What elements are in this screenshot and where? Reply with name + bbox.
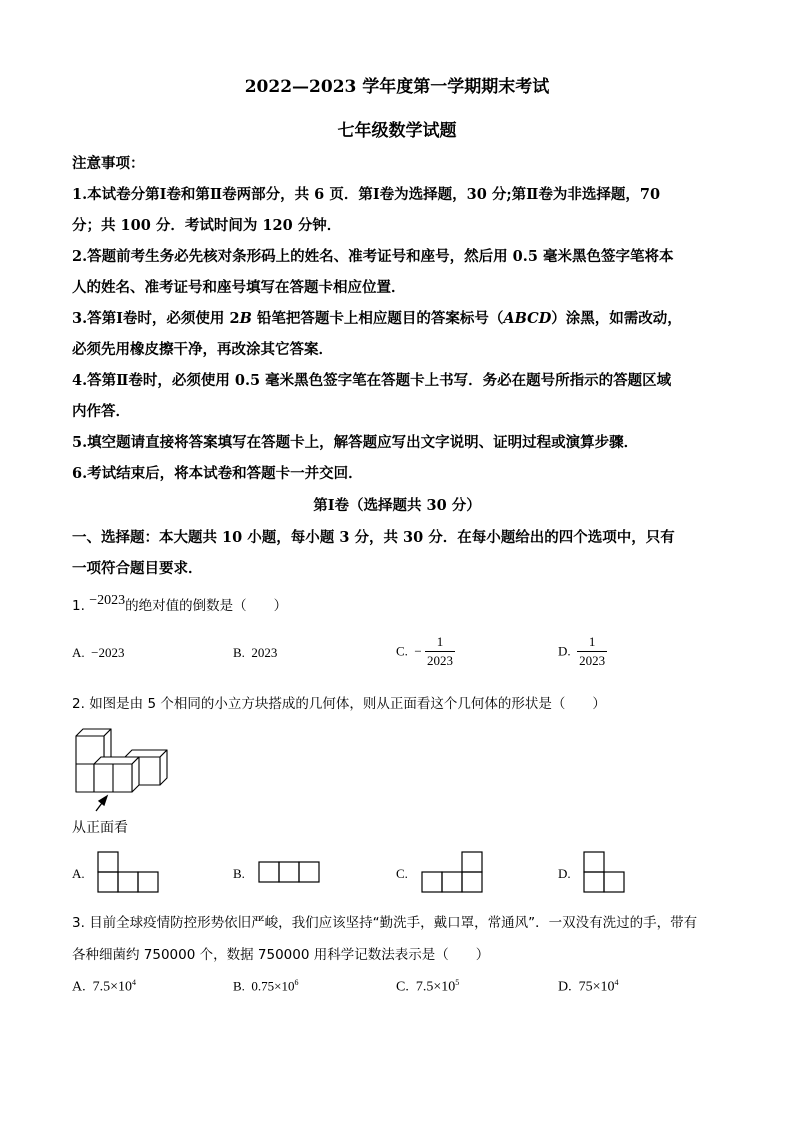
q3-c-base: 7.5×10 <box>415 979 456 995</box>
front-view-label: 从正面看 <box>72 820 128 836</box>
q1-c-denominator: 2023 <box>427 653 454 668</box>
q3-d-exp: 4 <box>614 978 619 987</box>
q3-option-b <box>233 978 299 994</box>
q1-d-numerator: 1 <box>588 634 596 649</box>
q1-c-sign: − <box>414 643 422 659</box>
q2-c-label: C. <box>396 866 408 881</box>
q3-text-a: 目前全球疫情防控形势依旧严峻，我们应该坚持“勤洗手，戴口罩，常通风”．一双没有洗过的手，带有 <box>89 915 698 931</box>
q3-c-exp: 5 <box>455 978 460 987</box>
q2-option-a-figure[interactable] <box>96 851 160 893</box>
note-3-mid: 铅笔把答题卡上相应题目的答案标号（ <box>251 310 504 327</box>
note-5: 5.填空题请直接将答案填写在答题卡上，解答题应写出文字说明、证明过程或演算步骤． <box>72 434 639 451</box>
q2-number: 2. <box>72 696 85 712</box>
q3-d-label: D. <box>558 979 572 995</box>
note-2-line-b: 人的姓名、准考证号和座号填写在答题卡相应位置． <box>72 279 406 296</box>
cube-stack-figure <box>70 722 180 814</box>
section-title: 第Ⅰ卷（选择题共 30 分） <box>313 497 481 514</box>
exam-subtitle: 七年级数学试题 <box>337 121 457 141</box>
q3-option-c <box>396 978 459 996</box>
q1-d-label: D. <box>558 643 571 659</box>
note-3-post: ）涂黑，如需改动， <box>551 310 682 327</box>
q3-option-d <box>558 978 619 996</box>
q1-c-numerator: 1 <box>436 634 444 649</box>
q3-number: 3. <box>72 915 85 931</box>
note-3-abcd: ABCD <box>503 310 552 327</box>
q2-option-b-figure[interactable] <box>257 860 321 884</box>
section-intro-b: 一项符合题目要求． <box>72 560 203 577</box>
note-1-line-b: 分；共 100 分．考试时间为 120 分钟． <box>72 217 342 234</box>
q3-a-label: A. <box>72 979 86 995</box>
notes-heading: 注意事项： <box>72 155 145 172</box>
q1-d-denominator: 2023 <box>579 653 606 668</box>
q1-number: 1. <box>72 598 85 614</box>
q1-option-b <box>233 645 277 661</box>
q1-b-value: 2023 <box>251 645 278 660</box>
q1-a-label: A. <box>72 645 85 660</box>
note-3-line-b: 必须先用橡皮擦干净，再改涂其它答案． <box>72 341 333 358</box>
note-3-line-a <box>72 307 682 328</box>
q2-b-label: B. <box>233 866 245 881</box>
q3-d-base: 75×10 <box>578 979 615 995</box>
q2-option-d-figure[interactable] <box>582 851 628 893</box>
q3-b-exp: 6 <box>294 978 299 987</box>
q1-c-fraction <box>425 634 455 669</box>
q1-option-d <box>558 634 607 669</box>
q1-option-a <box>72 645 124 661</box>
note-2-line-a: 2.答题前考生务必先核对条形码上的姓名、准考证号和座号，然后用 0.5 毫米黑色签字笔将本 <box>72 248 674 265</box>
note-3-pre: 3.答第Ⅰ卷时，必须使用 2 <box>72 310 240 327</box>
exam-title: 2022—2023 学年度第一学期期末考试 <box>244 77 550 97</box>
q1-option-c <box>396 634 455 669</box>
q3-b-base: 0.75×10 <box>251 978 295 994</box>
question-1 <box>72 594 287 615</box>
note-3-b: B <box>239 310 252 327</box>
question-3-line-a <box>72 911 697 931</box>
q2-d-label: D. <box>558 866 571 881</box>
question-3-line-b: 各种细菌约 750000 个，数据 750000 用科学记数法表示是（ ） <box>72 947 490 963</box>
q2-a-label: A. <box>72 866 85 881</box>
q1-text: 的绝对值的倒数是（ ） <box>125 598 288 614</box>
note-6: 6.考试结束后，将本试卷和答题卡一并交回． <box>72 465 363 482</box>
note-1-line-a: 1.本试卷分第Ⅰ卷和第Ⅱ卷两部分，共 6 页．第Ⅰ卷为选择题，30 分;第Ⅱ卷为非选择题，70 <box>72 186 661 203</box>
q1-expression: −2023 <box>89 593 126 608</box>
q3-a-base: 7.5×10 <box>92 979 133 995</box>
note-4-line-b: 内作答． <box>72 403 130 420</box>
section-intro-a: 一、选择题：本大题共 10 小题，每小题 3 分，共 30 分．在每小题给出的四个选项中，只有 <box>72 529 675 546</box>
q1-b-label: B. <box>233 645 245 660</box>
q1-a-value: −2023 <box>91 645 125 660</box>
question-2 <box>72 692 606 712</box>
q3-a-exp: 4 <box>132 978 137 987</box>
q1-d-fraction <box>577 634 607 669</box>
q3-c-label: C. <box>396 979 409 995</box>
q3-b-label: B. <box>233 978 245 994</box>
q2-option-c-figure[interactable] <box>420 851 486 893</box>
note-4-line-a: 4.答第Ⅱ卷时，必须使用 0.5 毫米黑色签字笔在答题卡上书写．务必在题号所指示的答题区域 <box>72 372 672 389</box>
q2-text: 如图是由 5 个相同的小立方块搭成的几何体，则从正面看这个几何体的形状是（ ） <box>89 696 606 712</box>
q1-c-label: C. <box>396 643 408 659</box>
q3-option-a <box>72 978 136 996</box>
